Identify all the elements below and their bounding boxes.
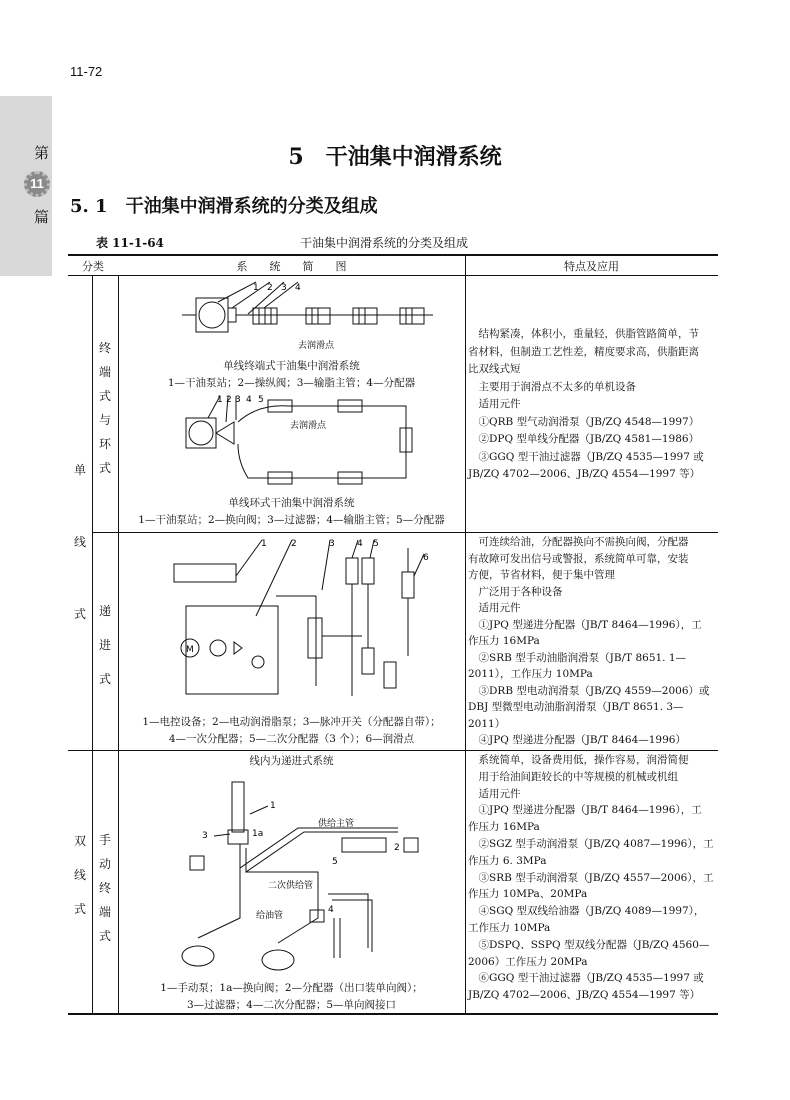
feature-line: 系统简单，设备费用低，操作容易，润滑简便 <box>468 754 689 766</box>
group-single-line: 单线式 <box>73 463 86 621</box>
header-diagram: 系 统 简 图 <box>236 260 347 273</box>
progressive-system-diagram <box>166 536 436 712</box>
progressive-legend-line2: 4—一次分配器；5—二次分配器（3 个）；6—润滑点 <box>168 733 415 745</box>
p-num-3: 3 <box>329 539 335 549</box>
feature-line: ②SGZ 型手动润滑泵（JB/ZQ 4087—1996），工 <box>468 837 714 850</box>
feature-line: ①JPQ 型递进分配器（JB/T 8464—1996），工 <box>468 804 702 817</box>
feature-line: ②SRB 型手动油脂润滑泵（JB/T 8651. 1— <box>468 651 687 664</box>
d2-num-3: 3 <box>235 395 241 405</box>
dual-line-diagram <box>168 768 428 978</box>
p-num-4: 4 <box>357 539 363 549</box>
feature-line: 适用元件 <box>468 398 521 410</box>
d1-num-1: 1 <box>253 283 259 293</box>
feature-line: 适用元件 <box>468 602 521 614</box>
feature-line: 结构紧凑，体积小，重量轻，供脂管路简单，节 <box>468 328 699 340</box>
feature-line: ④SGQ 型双线给油器（JB/ZQ 4089—1997）， <box>468 905 705 918</box>
d2-outlet-label: 去润滑点 <box>290 421 327 431</box>
page-number: 11-72 <box>70 64 103 79</box>
progressive-legend-line1: 1—电控设备；2—电动润滑脂泵；3—脉冲开关（分配器自带）； <box>142 716 441 728</box>
diagram2-title: 单线环式干油集中润滑系统 <box>228 497 355 509</box>
chapter-title: 5 干油集中润滑系统 <box>288 144 502 170</box>
feature-line: 广泛用于各种设备 <box>468 585 563 598</box>
feature-line: 作压力 16MPa <box>468 821 540 834</box>
d1-num-2: 2 <box>267 283 273 293</box>
feature-line: JB/ZQ 4702—2006、JB/ZQ 4554—1997 等） <box>468 468 701 480</box>
feature-line: 2006）工作压力 20MPa <box>468 955 588 968</box>
header-category: 分类 <box>82 260 104 273</box>
subtype-terminal-ring: 终端式与环式 <box>98 341 111 475</box>
feature-line: 作压力 6. 3MPa <box>468 854 547 867</box>
feature-line: 方便，节省材料，便于集中管理 <box>468 569 615 581</box>
feature-line: ③DRB 型电动润滑泵（JB/ZQ 4559—2006）或 <box>468 684 710 697</box>
feature-line: ⑥GGQ 型干油过滤器（JB/ZQ 4535—1997 或 <box>468 972 704 985</box>
feature-line: ②DPQ 型单线分配器（JB/ZQ 4581—1986） <box>468 433 700 445</box>
feature-line: 作压力 10MPa、20MPa <box>468 888 588 901</box>
dual-legend-line1: 1—手动泵；1a—换向阀；2—分配器（出口装单向阀）； <box>160 982 423 994</box>
p-num-5: 5 <box>373 539 379 549</box>
side-tab-top: 第 <box>34 144 50 162</box>
d2-num-5: 5 <box>258 395 264 405</box>
classification-table <box>68 254 718 1014</box>
subtype-manual-terminal: 手动终端式 <box>98 833 111 943</box>
gear-icon: 11 <box>24 171 50 197</box>
feature-line: ③SRB 型手动润滑泵（JB/ZQ 4557—2006），工 <box>468 871 714 884</box>
single-line-ring-diagram <box>178 392 418 492</box>
d2-num-1: 1 <box>217 395 223 405</box>
feature-line: ③GGQ 型干油过滤器（JB/ZQ 4535—1997 或 <box>468 450 704 463</box>
header-features: 特点及应用 <box>564 260 619 273</box>
feature-line: 用于给油间距较长的中等规模的机械或机组 <box>468 770 678 783</box>
feature-line: 作压力 16MPa <box>468 635 540 647</box>
feed-pipe-label: 给油管 <box>256 911 284 921</box>
d-num-3: 3 <box>202 831 208 841</box>
feature-line: 工作压力 10MPa <box>468 921 551 934</box>
d1-outlet-label: 去润滑点 <box>298 341 335 351</box>
d-num-2: 2 <box>394 843 400 853</box>
d1-num-3: 3 <box>281 283 287 293</box>
d-num-1: 1 <box>270 801 276 811</box>
single-line-terminal-diagram <box>178 280 438 354</box>
feature-line: DBJ 型微型电动油脂润滑泵（JB/T 8651. 3— <box>468 701 684 713</box>
d2-num-4: 4 <box>246 395 252 405</box>
features-progressive <box>468 534 714 749</box>
feature-line: 有故障可发出信号或警报，系统简单可靠，安装 <box>468 552 689 565</box>
table-id: 表 11-1-64 <box>96 236 164 250</box>
d2-num-2: 2 <box>226 395 232 405</box>
group-double-line: 双线式 <box>73 834 86 916</box>
features-terminal-ring <box>468 326 714 484</box>
secondary-pipe-label: 二次供给管 <box>268 881 314 891</box>
feature-line: ⑤DSPQ、SSPQ 型双线分配器（JB/ZQ 4560— <box>468 938 710 951</box>
feature-line: 比双线式短 <box>468 363 521 375</box>
feature-line: 2011） <box>468 717 506 730</box>
feature-line: 省材料，但制造工艺性差，精度要求高，供脂距离 <box>468 345 699 358</box>
feature-line: 可连续给油，分配器换向不需换向阀，分配器 <box>468 536 689 548</box>
features-manual-terminal <box>468 752 714 1004</box>
feature-line: ①QRB 型气动润滑泵（JB/ZQ 4548—1997） <box>468 415 700 428</box>
diagram2-legend: 1—干油泵站；2—换向阀；3—过滤器；4—输脂主管；5—分配器 <box>138 514 445 526</box>
dual-legend-line2: 3—过滤器；4—二次分配器；5—单向阀接口 <box>186 999 397 1011</box>
p-num-6: 6 <box>423 553 429 563</box>
motor-icon: M <box>186 645 194 655</box>
d1-num-4: 4 <box>295 283 301 293</box>
feature-line: ①JPQ 型递进分配器（JB/T 8464—1996），工 <box>468 618 702 631</box>
subtype-progressive: 递进式 <box>98 604 111 686</box>
section-title: 5. 1 干油集中润滑系统的分类及组成 <box>70 196 378 217</box>
d-num-5: 5 <box>332 857 338 867</box>
feature-line: 适用元件 <box>468 787 521 800</box>
table-title: 干油集中润滑系统的分类及组成 <box>300 236 469 250</box>
diagram1-legend: 1—干油泵站；2—操纵阀；3—输脂主管；4—分配器 <box>167 377 416 389</box>
main-pipe-label: 供给主管 <box>318 819 355 829</box>
diagram1-title: 单线终端式干油集中润滑系统 <box>223 360 360 372</box>
d-num-4: 4 <box>328 905 334 915</box>
feature-line: 2011），工作压力 10MPa <box>468 668 593 680</box>
p-num-2: 2 <box>291 539 297 549</box>
feature-line: ④JPQ 型递进分配器（JB/T 8464—1996） <box>468 734 686 746</box>
side-tab-bottom: 篇 <box>34 208 50 226</box>
feature-line: JB/ZQ 4702—2006、JB/ZQ 4554—1997 等） <box>468 989 701 1002</box>
p-num-1: 1 <box>261 539 267 549</box>
dual-line-diagram-title: 线内为递进式系统 <box>249 755 334 767</box>
feature-line: 主要用于润滑点不太多的单机设备 <box>468 380 636 393</box>
d-num-1a: 1a <box>252 829 264 839</box>
